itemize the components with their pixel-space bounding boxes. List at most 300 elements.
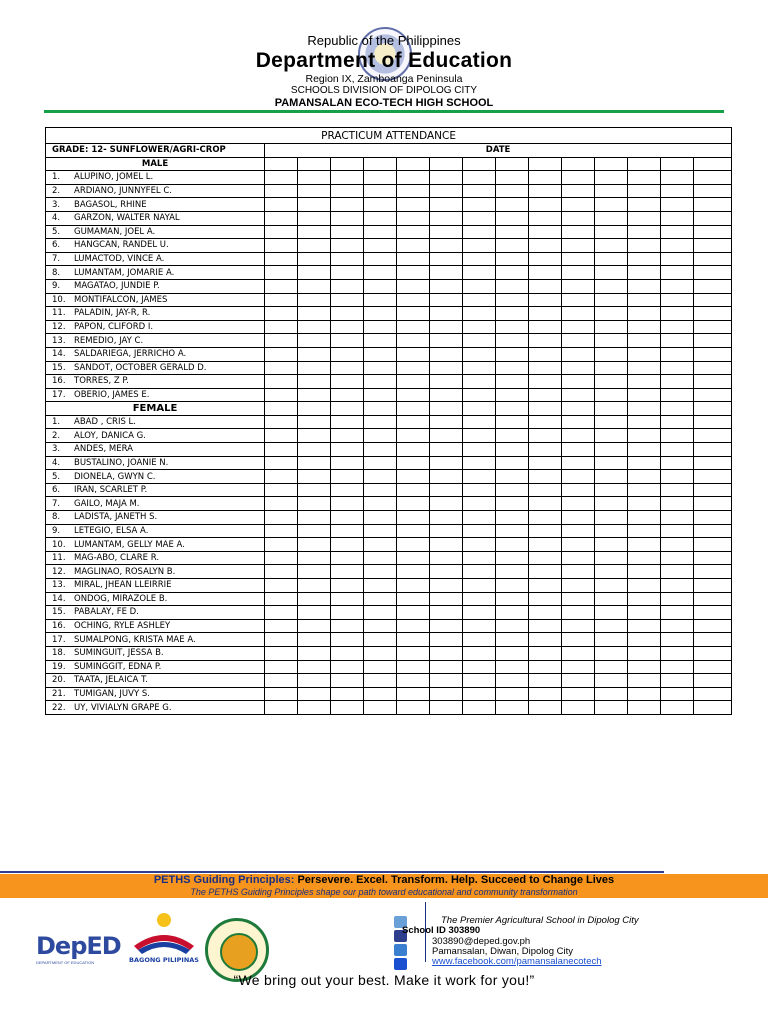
table-row — [46, 592, 732, 606]
date-cell — [265, 429, 298, 443]
student-name: MAGLINAO, ROSALYN B. — [74, 566, 176, 577]
date-cell — [265, 524, 298, 538]
date-cell — [397, 415, 430, 429]
date-cell — [496, 483, 529, 497]
date-cell — [364, 443, 397, 457]
date-cell — [364, 701, 397, 715]
date-cell — [661, 334, 694, 348]
date-cell — [463, 456, 496, 470]
table-row — [46, 456, 732, 470]
table-row — [46, 361, 732, 375]
date-cell — [628, 456, 661, 470]
date-cell — [562, 293, 595, 307]
date-cell — [298, 252, 331, 266]
date-cell — [265, 361, 298, 375]
date-cell — [628, 497, 661, 511]
date-cell — [529, 225, 562, 239]
date-cell — [364, 184, 397, 198]
date-cell — [397, 252, 430, 266]
date-cell — [397, 633, 430, 647]
table-row — [46, 320, 732, 334]
date-cell — [628, 619, 661, 633]
date-cell — [331, 538, 364, 552]
date-cell — [496, 320, 529, 334]
date-cell — [628, 184, 661, 198]
date-cell — [529, 646, 562, 660]
table-row — [46, 293, 732, 307]
date-cell — [694, 443, 732, 457]
date-cell — [661, 279, 694, 293]
row-number: 3. — [52, 199, 61, 210]
date-cell — [331, 211, 364, 225]
date-cell — [496, 198, 529, 212]
date-cell — [562, 606, 595, 620]
date-cell — [562, 198, 595, 212]
date-cell — [529, 361, 562, 375]
date-cell — [595, 456, 628, 470]
date-cell — [331, 674, 364, 688]
row-number: 14. — [52, 349, 66, 360]
date-cell — [331, 579, 364, 593]
date-cell — [595, 402, 628, 416]
row-number: 15. — [52, 362, 66, 373]
date-cell — [463, 633, 496, 647]
date-cell — [364, 592, 397, 606]
date-cell — [562, 279, 595, 293]
date-cell — [628, 443, 661, 457]
date-cell — [298, 619, 331, 633]
table-row — [46, 606, 732, 620]
table-row — [46, 388, 732, 402]
student-name-cell — [46, 429, 265, 443]
date-cell — [694, 225, 732, 239]
table-title: PRACTICUM ATTENDANCE — [46, 128, 732, 144]
date-cell — [430, 239, 463, 253]
date-cell — [331, 293, 364, 307]
date-cell — [265, 606, 298, 620]
date-cell — [364, 633, 397, 647]
date-cell — [364, 456, 397, 470]
student-name: TORRES, Z P. — [74, 376, 129, 387]
deped-logo-text: DepED — [36, 932, 121, 960]
date-cell — [298, 646, 331, 660]
date-cell — [628, 252, 661, 266]
date-cell — [298, 483, 331, 497]
student-name: LETEGIO, ELSA A. — [74, 525, 149, 536]
deped-logo-sub: DEPARTMENT OF EDUCATION — [36, 960, 95, 965]
date-cell — [397, 402, 430, 416]
table-row — [46, 538, 732, 552]
date-cell — [364, 674, 397, 688]
date-cell — [661, 701, 694, 715]
row-number: 12. — [52, 322, 66, 333]
date-cell — [265, 320, 298, 334]
date-cell — [496, 579, 529, 593]
date-cell — [661, 565, 694, 579]
table-row — [46, 511, 732, 525]
row-number: 21. — [52, 689, 66, 700]
date-cell — [397, 660, 430, 674]
date-cell — [595, 660, 628, 674]
date-cell — [694, 157, 732, 171]
student-name-cell — [46, 225, 265, 239]
date-cell — [694, 606, 732, 620]
date-cell — [694, 619, 732, 633]
date-cell — [430, 579, 463, 593]
date-cell — [661, 320, 694, 334]
date-cell — [331, 198, 364, 212]
date-cell — [265, 674, 298, 688]
date-cell — [661, 456, 694, 470]
student-name-cell — [46, 633, 265, 647]
date-cell — [694, 375, 732, 389]
date-cell — [694, 701, 732, 715]
row-number: 5. — [52, 471, 61, 482]
date-cell — [496, 633, 529, 647]
date-cell — [430, 293, 463, 307]
date-cell — [298, 497, 331, 511]
date-cell — [265, 307, 298, 321]
date-cell — [463, 184, 496, 198]
date-cell — [364, 266, 397, 280]
date-cell — [463, 551, 496, 565]
date-cell — [298, 633, 331, 647]
date-cell — [529, 483, 562, 497]
date-cell — [496, 470, 529, 484]
table-row — [46, 565, 732, 579]
date-cell — [595, 307, 628, 321]
school-id: School ID 303890 — [402, 925, 481, 936]
date-cell — [628, 579, 661, 593]
deped-logo — [36, 932, 126, 970]
date-cell — [694, 252, 732, 266]
student-name: TUMIGAN, JUVY S. — [74, 689, 150, 700]
date-cell — [529, 565, 562, 579]
row-number: 17. — [52, 389, 66, 400]
date-cell — [331, 565, 364, 579]
student-name: LUMANTAM, GELLY MAE A. — [74, 539, 185, 550]
date-cell — [496, 592, 529, 606]
student-name-cell — [46, 293, 265, 307]
date-cell — [265, 252, 298, 266]
date-cell — [694, 470, 732, 484]
date-cell — [661, 579, 694, 593]
date-cell — [496, 429, 529, 443]
date-cell — [661, 388, 694, 402]
date-cell — [628, 211, 661, 225]
date-cell — [529, 388, 562, 402]
date-cell — [430, 551, 463, 565]
date-cell — [496, 443, 529, 457]
date-cell — [529, 456, 562, 470]
student-name-cell — [46, 619, 265, 633]
date-cell — [661, 660, 694, 674]
date-cell — [496, 171, 529, 185]
date-cell — [298, 375, 331, 389]
date-cell — [562, 211, 595, 225]
date-cell — [595, 320, 628, 334]
student-name: ONDOG, MIRAZOLE B. — [74, 593, 168, 604]
date-cell — [463, 497, 496, 511]
date-cell — [529, 252, 562, 266]
date-cell — [298, 320, 331, 334]
date-cell — [265, 388, 298, 402]
date-cell — [331, 511, 364, 525]
date-cell — [595, 375, 628, 389]
date-cell — [265, 538, 298, 552]
student-name: SANDOT, OCTOBER GERALD D. — [74, 362, 207, 373]
student-name: SALDARIEGA, JERRICHO A. — [74, 349, 187, 360]
date-cell — [529, 470, 562, 484]
date-cell — [265, 184, 298, 198]
date-cell — [694, 211, 732, 225]
date-cell — [595, 171, 628, 185]
date-cell — [331, 157, 364, 171]
date-cell — [529, 674, 562, 688]
date-cell — [661, 252, 694, 266]
date-cell — [364, 565, 397, 579]
date-cell — [661, 538, 694, 552]
student-name-cell — [46, 579, 265, 593]
date-cell — [430, 619, 463, 633]
date-cell — [397, 606, 430, 620]
grade-section-label: GRADE: 12- SUNFLOWER/AGRI-CROP — [46, 144, 265, 158]
student-name-cell — [46, 456, 265, 470]
date-cell — [331, 171, 364, 185]
date-cell — [331, 619, 364, 633]
date-cell — [364, 388, 397, 402]
date-cell — [265, 687, 298, 701]
student-name: ABAD , CRIS L. — [74, 417, 136, 428]
date-cell — [496, 660, 529, 674]
guiding-principles-banner — [0, 874, 768, 898]
date-cell — [298, 198, 331, 212]
date-cell — [694, 415, 732, 429]
student-name-cell — [46, 307, 265, 321]
student-name: BUSTALINO, JOANIE N. — [74, 457, 169, 468]
date-cell — [364, 429, 397, 443]
student-name-cell — [46, 646, 265, 660]
date-cell — [529, 279, 562, 293]
student-name-cell — [46, 551, 265, 565]
date-cell — [628, 293, 661, 307]
date-cell — [298, 701, 331, 715]
date-cell — [595, 497, 628, 511]
student-name-cell — [46, 524, 265, 538]
date-cell — [430, 470, 463, 484]
table-row — [46, 633, 732, 647]
date-cell — [331, 388, 364, 402]
republic-line: Republic of the Philippines — [307, 33, 461, 48]
date-cell — [298, 579, 331, 593]
date-cell — [628, 402, 661, 416]
date-cell — [331, 660, 364, 674]
date-cell — [298, 157, 331, 171]
row-number: 20. — [52, 675, 66, 686]
date-cell — [331, 483, 364, 497]
date-cell — [529, 592, 562, 606]
date-cell — [298, 388, 331, 402]
school-tagline: The Premier Agricultural School in Dipolog City — [441, 915, 639, 926]
date-cell — [628, 524, 661, 538]
date-cell — [265, 279, 298, 293]
date-cell — [595, 470, 628, 484]
date-cell — [430, 511, 463, 525]
date-cell — [364, 347, 397, 361]
date-cell — [628, 361, 661, 375]
date-cell — [628, 171, 661, 185]
date-cell — [661, 307, 694, 321]
date-cell — [463, 524, 496, 538]
date-cell — [628, 429, 661, 443]
date-cell — [595, 266, 628, 280]
date-cell — [628, 347, 661, 361]
student-name-cell — [46, 347, 265, 361]
male-section-label: MALE — [46, 157, 265, 171]
date-cell — [661, 619, 694, 633]
date-cell — [694, 592, 732, 606]
date-cell — [496, 157, 529, 171]
date-cell — [529, 266, 562, 280]
date-cell — [364, 361, 397, 375]
date-cell — [694, 184, 732, 198]
date-cell — [562, 266, 595, 280]
date-cell — [661, 470, 694, 484]
date-cell — [661, 606, 694, 620]
date-cell — [265, 551, 298, 565]
date-cell — [397, 483, 430, 497]
date-cell — [364, 619, 397, 633]
date-cell — [463, 388, 496, 402]
date-cell — [562, 171, 595, 185]
date-cell — [595, 551, 628, 565]
date-cell — [562, 157, 595, 171]
date-cell — [694, 171, 732, 185]
date-cell — [298, 470, 331, 484]
table-row — [46, 252, 732, 266]
date-cell — [529, 307, 562, 321]
table-row — [46, 415, 732, 429]
date-cell — [364, 402, 397, 416]
date-cell — [364, 225, 397, 239]
date-cell — [694, 266, 732, 280]
date-cell — [364, 524, 397, 538]
date-cell — [628, 592, 661, 606]
date-cell — [430, 334, 463, 348]
date-cell — [661, 361, 694, 375]
date-cell — [496, 497, 529, 511]
date-cell — [529, 660, 562, 674]
date-cell — [430, 279, 463, 293]
date-cell — [661, 674, 694, 688]
date-cell — [595, 565, 628, 579]
date-cell — [331, 252, 364, 266]
date-cell — [463, 511, 496, 525]
date-cell — [694, 239, 732, 253]
date-cell — [397, 184, 430, 198]
date-cell — [331, 402, 364, 416]
school-seal-icon — [220, 933, 258, 971]
school-email: 303890@deped.gov.ph — [432, 936, 531, 947]
date-cell — [364, 334, 397, 348]
date-cell — [364, 646, 397, 660]
student-name-cell — [46, 239, 265, 253]
table-row — [46, 646, 732, 660]
date-cell — [595, 198, 628, 212]
row-number: 13. — [52, 580, 66, 591]
date-cell — [595, 592, 628, 606]
student-name: REMEDIO, JAY C. — [74, 335, 144, 346]
table-row — [46, 687, 732, 701]
student-name: MAG-ABO, CLARE R. — [74, 553, 160, 564]
table-row — [46, 497, 732, 511]
date-cell — [595, 415, 628, 429]
date-cell — [628, 674, 661, 688]
date-cell — [430, 266, 463, 280]
date-cell — [628, 198, 661, 212]
date-cell — [298, 184, 331, 198]
date-cell — [397, 619, 430, 633]
facebook-link[interactable]: www.facebook.com/pamansalanecotech — [432, 956, 602, 967]
date-cell — [430, 592, 463, 606]
date-cell — [397, 388, 430, 402]
table-row — [46, 483, 732, 497]
date-cell — [529, 157, 562, 171]
row-number: 9. — [52, 525, 61, 536]
date-cell — [430, 347, 463, 361]
date-cell — [397, 687, 430, 701]
date-cell — [562, 524, 595, 538]
date-cell — [529, 171, 562, 185]
date-cell — [331, 239, 364, 253]
date-cell — [496, 347, 529, 361]
row-number: 12. — [52, 566, 66, 577]
bagong-pilipinas-icon — [124, 906, 204, 964]
date-cell — [694, 565, 732, 579]
row-number: 1. — [52, 417, 61, 428]
date-cell — [265, 646, 298, 660]
date-cell — [661, 157, 694, 171]
date-cell — [628, 375, 661, 389]
date-cell — [265, 619, 298, 633]
table-row — [46, 279, 732, 293]
date-cell — [463, 198, 496, 212]
date-cell — [298, 402, 331, 416]
student-name-cell — [46, 334, 265, 348]
student-name: ALOY, DANICA G. — [74, 430, 146, 441]
date-cell — [331, 606, 364, 620]
date-cell — [628, 225, 661, 239]
date-cell — [529, 415, 562, 429]
date-cell — [430, 184, 463, 198]
date-cell — [430, 443, 463, 457]
student-name-cell — [46, 266, 265, 280]
student-name-cell — [46, 483, 265, 497]
student-name-cell — [46, 565, 265, 579]
date-cell — [397, 239, 430, 253]
date-cell — [595, 579, 628, 593]
date-cell — [661, 551, 694, 565]
date-cell — [628, 415, 661, 429]
student-name: OCHING, RYLE ASHLEY — [74, 621, 171, 632]
student-name: LADISTA, JANETH S. — [74, 512, 158, 523]
date-cell — [397, 456, 430, 470]
date-cell — [562, 592, 595, 606]
date-cell — [463, 429, 496, 443]
date-cell — [529, 375, 562, 389]
date-cell — [397, 646, 430, 660]
student-name: UY, VIVIALYN GRAPE G. — [74, 702, 172, 713]
